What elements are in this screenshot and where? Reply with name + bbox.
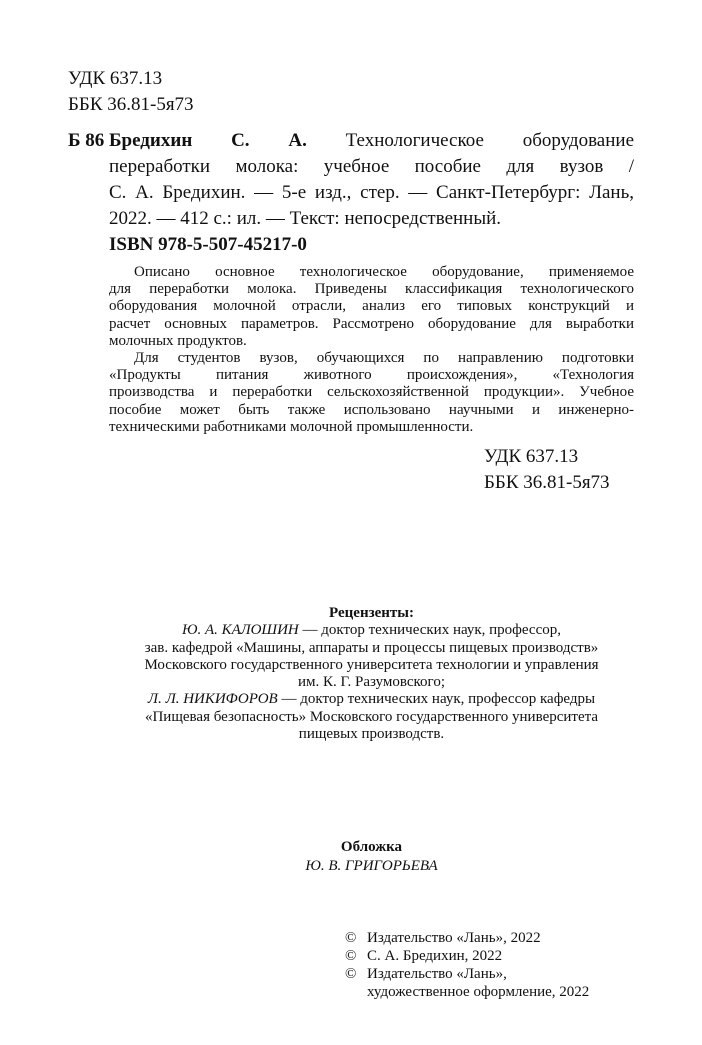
- copyright-holder: Издательство «Лань»,: [367, 966, 507, 982]
- reviewer-line: [109, 691, 634, 708]
- bibliographic-record: [68, 128, 634, 232]
- isbn: ISBN 978-5-507-45217-0: [109, 234, 307, 255]
- cover-credit: [109, 838, 634, 876]
- author-name: Бредихин С. А.: [109, 130, 307, 151]
- classification-bottom: [484, 444, 634, 496]
- reviewer-name: Ю. А. КАЛОШИН: [181, 622, 299, 639]
- copyright-line: [345, 929, 589, 947]
- annotation: [109, 264, 634, 436]
- annotation-line: Для студентов вузов, обучающихся по направлению подготовки: [134, 350, 634, 367]
- reviewer-line: им. К. Г. Разумовского;: [297, 674, 446, 691]
- copyright-symbol: ©: [345, 966, 357, 982]
- bib-line: переработки молока: учебное пособие для вузов /: [109, 156, 634, 177]
- annotation-line: оборудования молочной отрасли, анализ его типовых конструкций и: [109, 298, 634, 315]
- bib-line: 2022. — 412 с.: ил. — Текст: непосредственный.: [109, 208, 502, 229]
- reviewer-line: зав. кафедрой «Машины, аппараты и процессы пищевых производств»: [144, 639, 599, 656]
- copyright-line: [345, 947, 589, 965]
- annotation-line: Описано основное технологическое оборудование, применяемое: [134, 264, 634, 280]
- bib-title-start: Технологическое оборудование: [345, 130, 635, 151]
- udk-code: УДК 637.13: [484, 446, 579, 467]
- annotation-line: «Продукты питания животного происхождения», «Технология: [109, 367, 634, 384]
- udk-code: УДК 637.13: [68, 68, 163, 89]
- reviewer-line: [109, 622, 634, 639]
- author-mark: Б 86: [68, 130, 105, 151]
- reviewers-heading: Рецензенты:: [329, 605, 414, 621]
- annotation-line: техническими работниками молочной промышленности.: [109, 418, 474, 435]
- copyright-holder: С. А. Бредихин, 2022: [367, 948, 503, 964]
- bbk-code: ББК 36.81-5я73: [484, 472, 610, 493]
- annotation-line: для переработки молока. Приведены классификация технологического: [109, 281, 634, 298]
- copyright-line-continuation: художественное оформление, 2022: [367, 984, 590, 1000]
- annotation-line: пособие может быть также использовано научными и инженерно-: [109, 401, 634, 418]
- cover-heading: Обложка: [340, 839, 403, 855]
- bbk-code: ББК 36.81-5я73: [68, 94, 194, 115]
- copyright-line: [345, 965, 589, 983]
- annotation-line: молочных продуктов.: [109, 332, 247, 349]
- classification-top: [68, 66, 194, 118]
- bib-line: С. А. Бредихин. — 5-е изд., стер. — Санкт-Петербург: Лань,: [109, 182, 634, 203]
- copyright-holder: Издательство «Лань», 2022: [367, 930, 541, 946]
- cover-designer: Ю. В. ГРИГОРЬЕВА: [305, 858, 438, 874]
- annotation-line: производства и переработки сельскохозяйственной продукции». Учебное: [109, 384, 634, 401]
- copyright-symbol: ©: [345, 930, 357, 946]
- reviewer-credentials: — доктор технических наук, профессор,: [298, 622, 562, 639]
- bibliographic-entry: [109, 128, 634, 232]
- reviewer-line: пищевых производств.: [298, 726, 445, 743]
- copyright-block: [345, 929, 589, 1001]
- reviewer-credentials: — доктор технических наук, профессор кафедры: [277, 691, 596, 708]
- reviewer-line: «Пищевая безопасность» Московского государственного университета: [144, 708, 599, 725]
- copyright-symbol: ©: [345, 948, 357, 964]
- reviewer-line: Московского государственного университета технологии и управления: [144, 656, 599, 673]
- bib-line: [109, 128, 634, 154]
- annotation-line: расчет основных параметров. Рассмотрено оборудование для выработки: [109, 315, 634, 332]
- reviewers-block: [109, 605, 634, 743]
- reviewer-name: Л. Л. НИКИФОРОВ: [147, 691, 278, 708]
